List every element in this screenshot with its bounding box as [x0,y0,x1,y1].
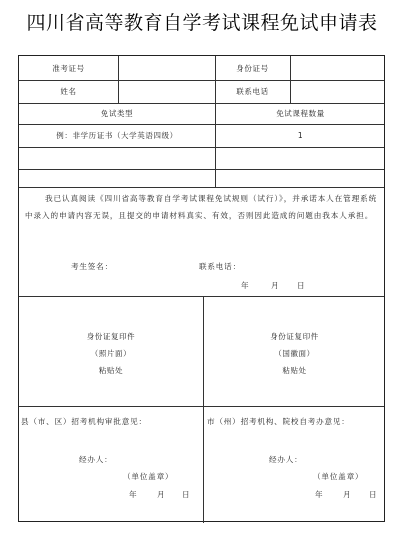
phone-label: 联系电话 [236,87,269,96]
exempt-type-header: 免试类型 [100,109,134,118]
city-handler-label: 经办人： [269,455,303,464]
row-divider [19,187,384,188]
name-label: 姓名 [60,87,77,96]
county-handler-label: 经办人： [79,455,113,464]
id-no-label: 身份证号 [236,63,269,73]
county-approval-heading: 县（市、区）招考机构审批意见： [21,417,147,426]
id-back-paste-area[interactable] [203,330,386,377]
exempt-type-cell[interactable] [19,147,215,169]
admission-no-field[interactable] [118,56,215,80]
row-divider [19,406,384,407]
id-front-line2: （照片面） [90,349,132,358]
id-back-line3: 粘贴处 [282,366,307,375]
id-front-line1: 身份证复印件 [86,332,136,341]
signature-day: 日 [297,281,306,290]
city-seal-label: （单位盖章） [313,472,364,481]
county-seal-label: （单位盖章） [123,472,174,481]
signature-month: 月 [271,281,280,290]
phone-field[interactable] [290,80,386,103]
exempt-type-cell[interactable]: 例：非学历证书（大学英语四级） [56,131,178,140]
name-field[interactable] [118,80,215,103]
exempt-count-cell[interactable] [215,169,386,187]
signature-year: 年 [241,281,250,290]
exempt-count-header: 免试课程数量 [276,109,325,118]
application-form [18,55,385,522]
id-front-paste-area[interactable] [19,330,203,377]
county-year: 年 [129,490,138,499]
id-back-line1: 身份证复印件 [270,332,319,341]
exempt-count-cell[interactable]: 1 [297,131,304,140]
admission-no-label: 准考证号 [52,63,85,73]
city-month: 月 [343,490,352,499]
id-front-line3: 粘贴处 [98,366,124,375]
id-no-field[interactable] [290,56,386,80]
county-day: 日 [182,490,191,499]
county-month: 月 [157,490,166,499]
exempt-type-cell[interactable] [19,169,215,187]
city-approval-heading: 市（州）招考机构、院校自考办意见： [207,417,350,426]
row-divider [19,296,384,297]
form-title: 四川省高等教育自学考试课程免试申请表 [26,12,378,34]
signature-phone-label: 联系电话： [199,262,241,271]
id-back-line2: （国徽面） [274,349,315,358]
exempt-count-cell[interactable] [215,147,386,169]
city-year: 年 [315,490,324,499]
examinee-signature-label: 考生签名： [71,262,113,271]
declaration-text: 我已认真阅读《四川省高等教育自学考试课程免试规则（试行）》，并承诺本人在管理系统中录入的申请内容无误，且提交的申请材料真实、有效，否则因此造成的问题由我本人承担。 [25,194,378,220]
city-day: 日 [369,490,378,499]
